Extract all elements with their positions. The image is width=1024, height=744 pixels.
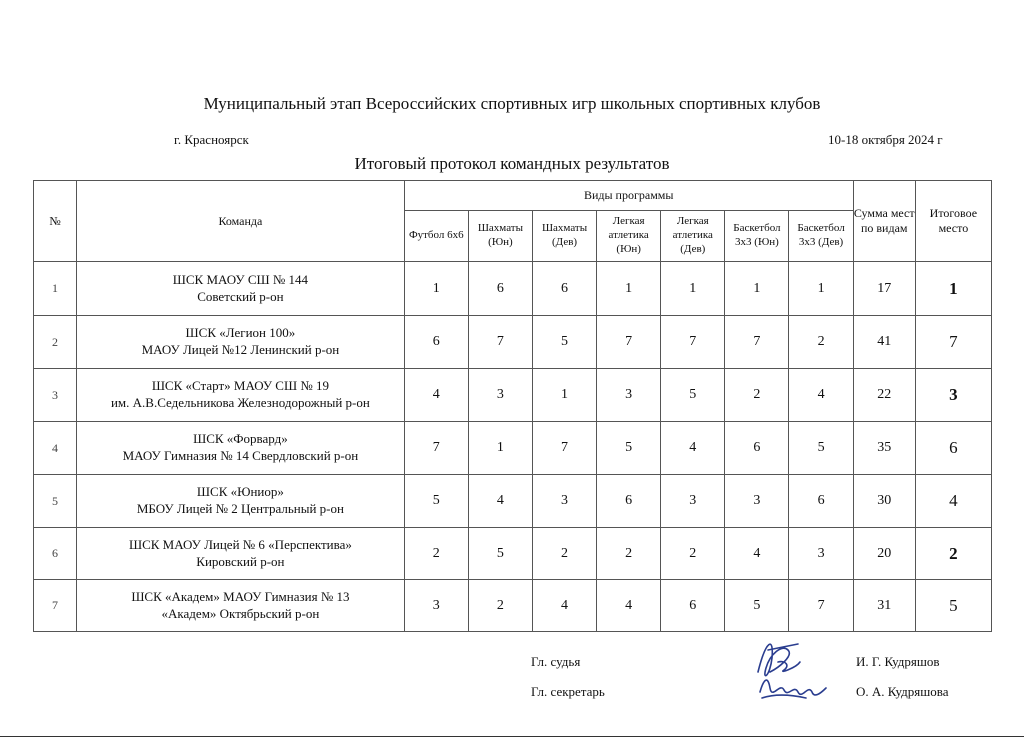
score-cell: 4 — [725, 528, 789, 580]
scan-edge-line — [0, 736, 1024, 737]
row-number: 2 — [34, 316, 77, 369]
final-place-cell: 4 — [915, 475, 991, 528]
final-place-cell: 6 — [915, 422, 991, 475]
score-cell: 7 — [725, 316, 789, 369]
team-district: им. А.В.Седельникова Железнодорожный р-он — [110, 395, 370, 410]
score-cell: 2 — [404, 528, 468, 580]
score-cell: 5 — [725, 580, 789, 632]
score-cell: 3 — [789, 528, 853, 580]
table-row — [34, 580, 992, 632]
document-subtitle: Итоговый протокол командных результатов — [354, 154, 670, 173]
score-cell: 2 — [661, 528, 725, 580]
team-district: «Академ» Октябрьский р-он — [161, 605, 320, 621]
team-name: ШСК МАОУ Лицей № 6 «Перспектива» — [128, 536, 352, 552]
team-cell — [77, 475, 405, 528]
score-cell: 1 — [468, 422, 532, 475]
secretary-name: О. А. Кудряшова — [856, 684, 949, 699]
final-place-cell: 5 — [915, 580, 991, 632]
row-number: 1 — [34, 262, 77, 316]
team-cell — [77, 422, 405, 475]
score-cell: 1 — [661, 262, 725, 316]
team-district: МАОУ Лицей №12 Ленинский р-он — [141, 342, 340, 357]
score-cell: 1 — [532, 369, 596, 422]
document-title: Муниципальный этап Всероссийских спортивных игр школьных спортивных клубов — [203, 94, 821, 113]
score-cell: 6 — [532, 262, 596, 316]
handwritten-signature — [748, 632, 836, 712]
team-name: ШСК МАОУ СШ № 144 — [172, 271, 309, 287]
score-cell: 3 — [404, 580, 468, 632]
header-sport: Легкая атлетика (Юн) — [597, 211, 661, 262]
score-cell: 6 — [468, 262, 532, 316]
score-cell: 2 — [532, 528, 596, 580]
score-cell: 6 — [725, 422, 789, 475]
team-cell — [77, 528, 405, 580]
team-cell — [77, 316, 405, 369]
header-sport: Шахматы (Дев) — [532, 211, 596, 262]
dates-label: 10-18 октября 2024 г — [828, 132, 943, 147]
score-cell: 3 — [661, 475, 725, 528]
sum-cell: 20 — [853, 528, 915, 580]
team-name: ШСК «Юниор» — [196, 484, 284, 500]
final-place-cell: 2 — [915, 528, 991, 580]
score-cell: 5 — [789, 422, 853, 475]
row-number: 4 — [34, 422, 77, 475]
table-row — [34, 316, 992, 369]
score-cell: 7 — [789, 580, 853, 632]
table-row — [34, 475, 992, 528]
score-cell: 6 — [789, 475, 853, 528]
final-place-cell: 7 — [915, 316, 991, 369]
score-cell: 1 — [725, 262, 789, 316]
team-cell — [77, 262, 405, 316]
score-cell: 3 — [532, 475, 596, 528]
score-cell: 4 — [404, 369, 468, 422]
header-sport: Баскетбол 3х3 (Юн) — [725, 211, 789, 262]
sum-cell: 22 — [853, 369, 915, 422]
score-cell: 7 — [532, 422, 596, 475]
header-sport: Баскетбол 3х3 (Дев) — [789, 211, 853, 262]
score-cell: 2 — [725, 369, 789, 422]
sum-cell: 35 — [853, 422, 915, 475]
score-cell: 5 — [597, 422, 661, 475]
header-sum: Сумма мест по видам — [853, 181, 915, 262]
score-cell: 6 — [661, 580, 725, 632]
team-name: ШСК «Академ» МАОУ Гимназия № 13 — [131, 588, 350, 604]
score-cell: 3 — [597, 369, 661, 422]
final-place-cell: 1 — [915, 262, 991, 316]
team-cell — [77, 369, 405, 422]
score-cell: 5 — [532, 316, 596, 369]
score-cell: 7 — [597, 316, 661, 369]
score-cell: 1 — [789, 262, 853, 316]
team-district: Советский р-он — [197, 288, 284, 304]
team-district: МАОУ Гимназия № 14 Свердловский р-он — [122, 448, 359, 463]
row-number: 3 — [34, 369, 77, 422]
score-cell: 5 — [661, 369, 725, 422]
table-row — [34, 422, 992, 475]
score-cell: 3 — [468, 369, 532, 422]
score-cell: 5 — [404, 475, 468, 528]
row-number: 7 — [34, 580, 77, 632]
team-name: ШСК «Форвард» — [193, 431, 288, 447]
row-number: 6 — [34, 528, 77, 580]
sum-cell: 41 — [853, 316, 915, 369]
sum-cell: 30 — [853, 475, 915, 528]
score-cell: 4 — [468, 475, 532, 528]
header-sport: Легкая атлетика (Дев) — [661, 211, 725, 262]
team-cell — [77, 580, 405, 632]
score-cell: 4 — [661, 422, 725, 475]
judge-name: И. Г. Кудряшов — [856, 654, 940, 669]
score-cell: 4 — [597, 580, 661, 632]
judge-label: Гл. судья — [531, 654, 581, 669]
score-cell: 1 — [404, 262, 468, 316]
sum-cell: 31 — [853, 580, 915, 632]
score-cell: 2 — [597, 528, 661, 580]
team-name: ШСК «Старт» МАОУ СШ № 19 — [151, 378, 329, 394]
score-cell: 6 — [404, 316, 468, 369]
row-number: 5 — [34, 475, 77, 528]
header-team: Команда — [77, 181, 405, 262]
table-row — [34, 262, 992, 316]
score-cell: 6 — [597, 475, 661, 528]
sum-cell: 17 — [853, 262, 915, 316]
results-table — [33, 180, 992, 632]
score-cell: 2 — [789, 316, 853, 369]
header-num: № — [34, 181, 77, 262]
header-sport: Футбол 6х6 — [404, 211, 468, 262]
secretary-label: Гл. секретарь — [531, 684, 605, 699]
final-place-cell: 3 — [915, 369, 991, 422]
team-name: ШСК «Легион 100» — [185, 325, 296, 341]
team-district: Кировский р-он — [196, 553, 285, 569]
score-cell: 5 — [468, 528, 532, 580]
score-cell: 7 — [661, 316, 725, 369]
table-row — [34, 369, 992, 422]
header-sport: Шахматы (Юн) — [468, 211, 532, 262]
header-program-types: Виды программы — [404, 181, 853, 211]
score-cell: 1 — [597, 262, 661, 316]
city-label: г. Красноярск — [174, 132, 249, 147]
table-row — [34, 528, 992, 580]
score-cell: 7 — [404, 422, 468, 475]
score-cell: 3 — [725, 475, 789, 528]
score-cell: 7 — [468, 316, 532, 369]
score-cell: 4 — [532, 580, 596, 632]
team-district: МБОУ Лицей № 2 Центральный р-он — [136, 501, 344, 516]
score-cell: 4 — [789, 369, 853, 422]
score-cell: 2 — [468, 580, 532, 632]
header-final-place: Итоговое место — [915, 181, 991, 262]
